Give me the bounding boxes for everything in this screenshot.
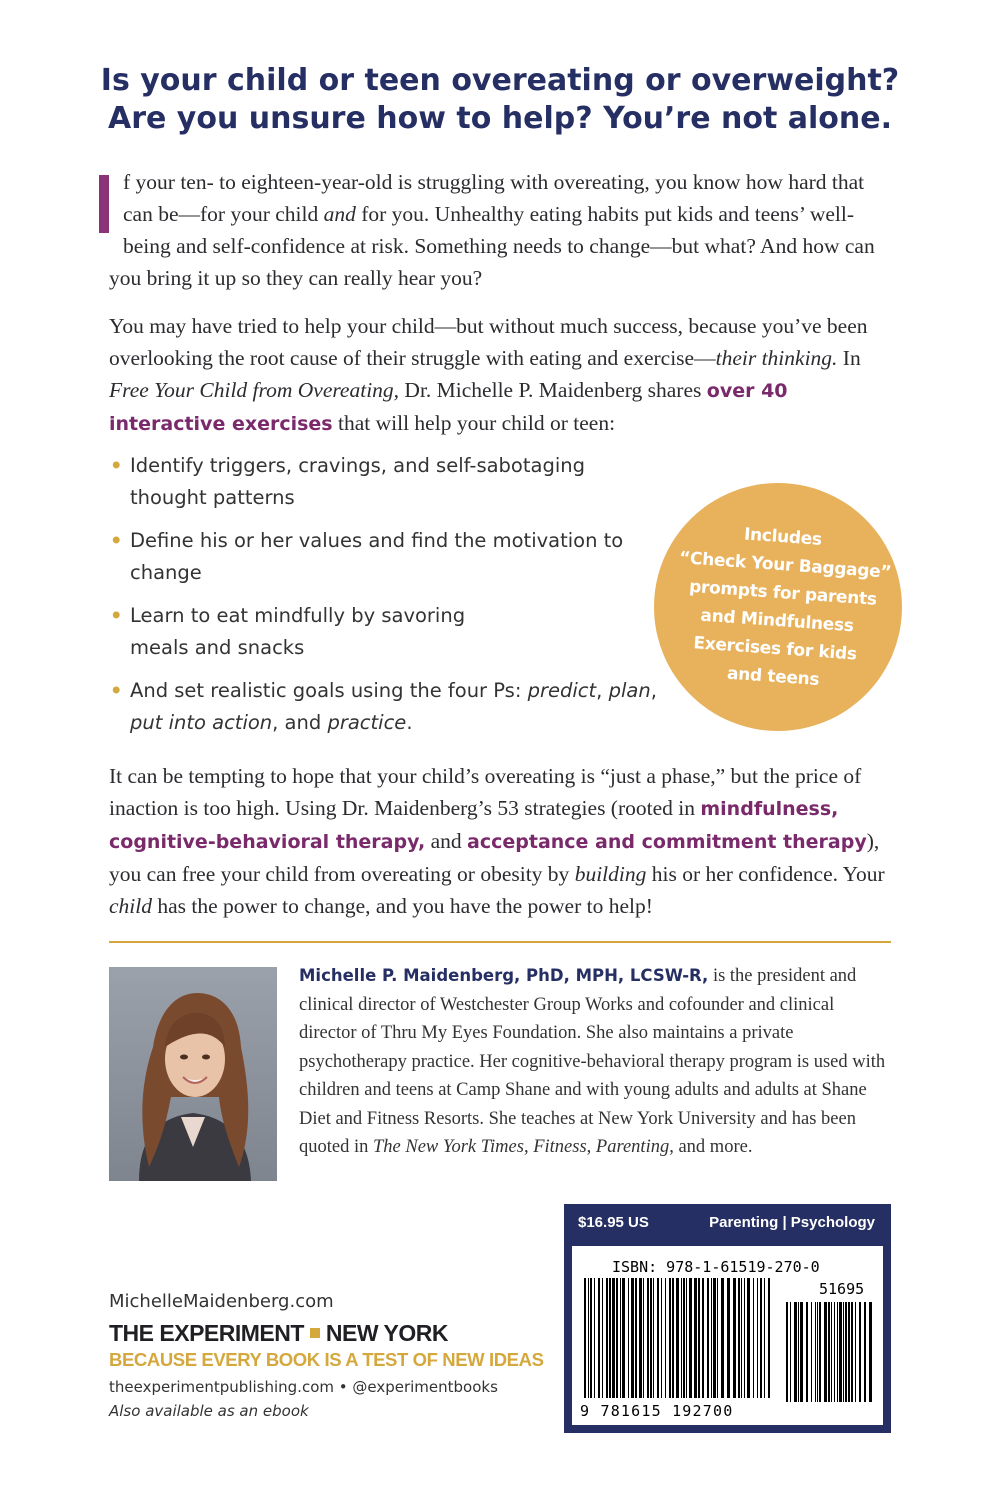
addon-bar	[845, 1302, 847, 1402]
ps-practice: practice	[327, 711, 407, 734]
bullet-item	[110, 600, 490, 664]
price: $16.95 US	[578, 1213, 649, 1231]
barcode-bar	[713, 1278, 716, 1398]
barcode-header	[564, 1204, 891, 1240]
para2-emphasis-1: their thinking.	[715, 346, 838, 370]
barcode-bar	[753, 1278, 754, 1398]
barcode-bar	[620, 1278, 621, 1398]
badge-line: “Check Your Baggage”	[678, 548, 892, 583]
addon-bar	[806, 1302, 808, 1402]
publication-nyt: The New York Times	[373, 1137, 524, 1157]
bullet-text: And set realistic goals using the four Ps:	[130, 679, 528, 702]
book-title: Free Your Child from Overeating,	[109, 378, 400, 402]
barcode-bar	[669, 1278, 671, 1398]
barcode-bar	[738, 1278, 740, 1398]
barcode-bar	[747, 1278, 750, 1398]
includes-badge	[654, 483, 902, 731]
barcode-bar	[686, 1278, 687, 1398]
addon-bar	[869, 1302, 872, 1402]
author-photo	[109, 967, 277, 1181]
barcode-bar	[609, 1278, 611, 1398]
addon-bar	[790, 1302, 791, 1402]
barcode-bar	[584, 1278, 586, 1398]
para3-emphasis-1: building	[574, 862, 647, 886]
publication-fitness: Fitness	[533, 1137, 587, 1157]
addon-bar	[855, 1302, 856, 1402]
bullet-dot-icon: •	[110, 604, 123, 627]
ebook-note: Also available as an ebook	[109, 1402, 309, 1420]
intro-paragraph	[109, 166, 891, 294]
bullet-text: Learn to eat mindfully by savoring meals and snacks	[130, 604, 466, 659]
barcode-bar	[643, 1278, 644, 1398]
addon-bar	[851, 1302, 853, 1402]
isbn-number: ISBN: 978-1-61519-270-0	[612, 1258, 820, 1276]
addon-bar	[815, 1302, 816, 1402]
bio-text-2: , and more.	[669, 1137, 753, 1157]
addon-bar	[834, 1302, 835, 1402]
separator: ,	[650, 679, 657, 702]
headline-line-2: Are you unsure how to help? You’re not alone.	[107, 101, 893, 136]
barcode-bar	[590, 1278, 592, 1398]
addon-bar	[824, 1302, 827, 1402]
barcode-bar	[683, 1278, 685, 1398]
imprint-name: THE EXPERIMENT	[109, 1320, 304, 1346]
addon-bar	[819, 1302, 821, 1402]
para3-text-5: has the power to change, and you have the power to help!	[152, 894, 653, 918]
barcode-bar	[672, 1278, 674, 1398]
publisher-imprint	[109, 1318, 544, 1348]
bullet-item	[110, 450, 630, 514]
para2-text-4: that will help your child or teen:	[332, 411, 616, 435]
para3-text-2: and	[425, 829, 468, 853]
badge-line: Exercises for kids	[692, 633, 858, 665]
barcode-panel	[564, 1204, 891, 1433]
barcode-bar	[760, 1278, 762, 1398]
barcode-bar	[650, 1278, 652, 1398]
headline-line-1: Is your child or teen overeating or overweight?	[100, 63, 900, 98]
author-name: Michelle P. Maidenberg, PhD, MPH, LCSW-R,	[299, 966, 709, 985]
addon-bar	[859, 1302, 861, 1402]
ps-put-into-action: put into action	[130, 711, 273, 734]
barcode-bar	[631, 1278, 634, 1398]
barcode-bar	[635, 1278, 637, 1398]
addon-bar	[848, 1302, 850, 1402]
intro-text-1: f your ten- to eighteen-year-old is struggling with overeating, you know how hard that can be—for your child	[123, 170, 865, 226]
addon-bar	[811, 1302, 812, 1402]
addon-bar	[798, 1302, 799, 1402]
barcode-bar	[622, 1278, 625, 1398]
barcode-bars	[572, 1246, 883, 1425]
price-code: 51695	[819, 1280, 865, 1298]
headline	[0, 62, 1000, 138]
barcode-area	[572, 1246, 883, 1425]
addon-bar	[786, 1302, 788, 1402]
author-bio	[299, 962, 891, 1162]
barcode-bar	[665, 1278, 666, 1398]
barcode-bar	[676, 1278, 679, 1398]
addon-bar	[831, 1302, 832, 1402]
bullet-item	[110, 675, 660, 739]
barcode-bar	[628, 1278, 629, 1398]
publisher-links[interactable]: theexperimentpublishing.com • @experimentbooks	[109, 1378, 498, 1396]
therapy-highlight-2: acceptance and commitment therapy	[467, 831, 867, 853]
dropcap-bar	[99, 175, 109, 233]
barcode-bar	[764, 1278, 765, 1398]
second-paragraph	[109, 310, 891, 440]
barcode-bar	[727, 1278, 730, 1398]
para2-text-2: In	[837, 346, 861, 370]
barcode-bar	[744, 1278, 745, 1398]
badge-line: and teens	[726, 663, 820, 691]
barcode-bar	[612, 1278, 615, 1398]
separator: , and	[272, 711, 328, 734]
barcode-bar	[657, 1278, 659, 1398]
bullet-text: Define his or her values and find the motivation to change	[130, 529, 624, 584]
third-paragraph	[109, 760, 891, 922]
bullet-dot-icon: •	[110, 454, 123, 477]
separator: ,	[523, 1137, 534, 1157]
publisher-tagline: BECAUSE EVERY BOOK IS A TEST OF NEW IDEAS	[109, 1349, 544, 1370]
bio-text-1: is the president and clinical director of Westchester Group Works and cofounder and clinical director of Thru My Eyes Foundation. She also maintains a private psychotherapy practice. Her cognitive-behavioral therapy program is used with children and teens at Camp Shane and with young adults and adults at Shane Diet and Fitness Resorts. She teaches at New York University and has been quoted in	[299, 966, 886, 1157]
para3-emphasis-2: child	[109, 894, 152, 918]
separator: .	[406, 711, 413, 734]
bullet-list	[110, 450, 657, 750]
addon-bar	[817, 1302, 818, 1402]
category: Parenting | Psychology	[709, 1213, 875, 1231]
barcode-bar	[698, 1278, 700, 1398]
addon-bar	[800, 1302, 803, 1402]
publication-parenting: Parenting	[595, 1137, 670, 1157]
ps-plan: plan	[608, 679, 651, 702]
barcode-bar	[681, 1278, 682, 1398]
gold-square-icon	[310, 1328, 320, 1338]
para2-text-3: Dr. Michelle P. Maidenberg shares	[399, 378, 707, 402]
barcode-bar	[711, 1278, 712, 1398]
therapy-highlight-1: mindfulness, cognitive-behavioral therapy,	[109, 798, 839, 853]
badge-line: Includes	[743, 524, 823, 550]
badge-line: prompts for parents	[688, 576, 878, 610]
barcode-bar	[721, 1278, 724, 1398]
bullet-dot-icon: •	[110, 679, 123, 702]
barcode-bar	[768, 1278, 770, 1398]
author-portrait-image	[109, 967, 277, 1181]
barcode-bar	[661, 1278, 662, 1398]
author-website[interactable]: MichelleMaidenberg.com	[109, 1291, 334, 1312]
addon-bar	[794, 1302, 797, 1402]
barcode-bar	[689, 1278, 692, 1398]
addon-bar	[839, 1302, 842, 1402]
bullet-item	[110, 525, 630, 589]
badge-line: and Mindfulness	[699, 605, 855, 637]
para3-text-3: ), you can free your child from overeating or obesity by	[109, 829, 880, 886]
barcode-bar	[602, 1278, 603, 1398]
addon-bar	[843, 1302, 844, 1402]
barcode-bar	[733, 1278, 736, 1398]
exercises-highlight: over 40 interactive exercises	[109, 380, 788, 435]
barcode-bar	[757, 1278, 758, 1398]
barcode-bar	[717, 1278, 718, 1398]
barcode-digits: 9 781615 192700	[580, 1402, 734, 1420]
bullet-text: Identify triggers, cravings, and self-sabotaging thought patterns	[130, 454, 585, 509]
section-divider	[109, 941, 891, 943]
intro-emphasis: and	[323, 202, 356, 226]
barcode-bar	[598, 1278, 600, 1398]
para3-text-1: It can be tempting to hope that your child’s overeating is “just a phase,” but the price of inaction is too high. Using Dr. Maidenberg’s 53 strategies (rooted in	[109, 764, 862, 820]
barcode-bar	[741, 1278, 742, 1398]
barcode-bar	[694, 1278, 697, 1398]
addon-bar	[828, 1302, 830, 1402]
barcode-bar	[707, 1278, 709, 1398]
addon-bar	[864, 1302, 866, 1402]
para2-text-1: You may have tried to help your child—but without much success, because you’ve been overlooking the root cause of their struggle with eating and exercise—	[109, 314, 868, 370]
barcode-bar	[639, 1278, 642, 1398]
separator: ,	[596, 679, 609, 702]
barcode-bar	[588, 1278, 589, 1398]
barcode-bar	[653, 1278, 654, 1398]
publisher-block	[109, 1290, 544, 1422]
bullet-dot-icon: •	[110, 529, 123, 552]
barcode-bar	[616, 1278, 618, 1398]
barcode-bar	[702, 1278, 704, 1398]
imprint-city: NEW YORK	[325, 1320, 449, 1346]
barcode-bar	[647, 1278, 649, 1398]
addon-bar	[837, 1302, 838, 1402]
separator: ,	[586, 1137, 596, 1157]
intro-text-2: for you. Unhealthy eating habits put kids and teens’ well-being and self-confidence at risk. Something needs to change—but what? And how can you bring it up so they can really hear you?	[109, 202, 875, 290]
barcode-bar	[594, 1278, 595, 1398]
para3-text-4: his or her confidence. Your	[646, 862, 885, 886]
barcode-bar	[606, 1278, 608, 1398]
badge-text	[678, 517, 892, 697]
ps-predict: predict	[527, 679, 597, 702]
